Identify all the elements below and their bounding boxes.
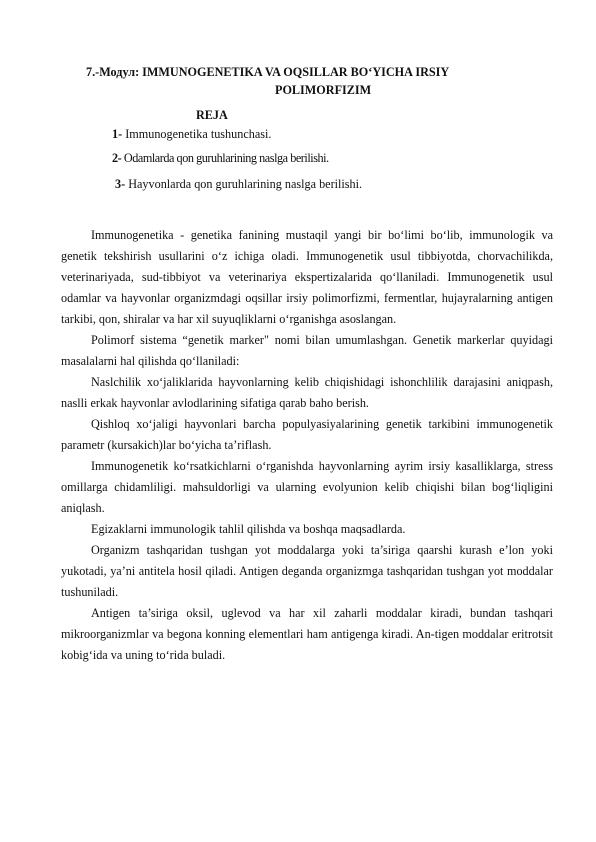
module-title-line-1: 7.-Модул: IMMUNOGENETIKA VA OQSILLAR BO‘YICHA IRSIY [86, 65, 450, 79]
paragraph-genetic-markers: Polimorf sistema “genetik marker" nomi bilan umumlashgan. Genetik markerlar quyidagi masalalarni hal qilishda qo‘llaniladi: [61, 333, 553, 368]
plan-item-number: 1- [112, 127, 123, 141]
paragraph-immunogenetics-definition: Immunogenetika - genetika fanining mustaqil yangi bir bo‘limi bo‘lib, immunologik va genetik tekshirish usullarini o‘z ichiga oladi. Immunogenetik usul tibbiyotda, chorvachilikda, veterinariyada, sud-tibbiyot va veterinariya ekspertizalarida qo‘llaniladi. Immunogenetik usul odamlar va hayvonlar organizmdagi oqsillar irsiy polimorfizmi, fermentlar, hujayralarning antigen tarkibi, qon, shiralar va har xil suyuqliklarni o‘rganishga asoslangan. [61, 228, 553, 326]
plan-item-number: 3- [115, 177, 126, 191]
plan-heading: REJA [196, 108, 228, 122]
paragraph-antibodies: Organizm tashqaridan tushgan yot moddalarga yoki ta’siriga qaarshi kurash e’lon yoki yukotadi, ya’ni antitela hosil qiladi. Antigen deganda organizmga tashqaridan tushgan yot moddalar tushuniladi. [61, 543, 553, 599]
paragraph-twins: Egizaklarni immunologik tahlil qilishda va boshqa maqsadlarda. [91, 522, 406, 536]
paragraph-diseases: Immunogenetik ko‘rsatkichlarni o‘rganishda hayvonlarning ayrim irsiy kasalliklarga, stress omillarga chidamliligi. mahsuldorligi va ularning evolyunion kelib chiqishi bilan bog‘liqligini aniqlash. [61, 459, 553, 515]
paragraph-populations: Qishloq xo‘jaligi hayvonlari barcha populyasiyalarining genetik tarkibini immunogenetik parametr (kursakich)lar bo‘yicha ta’riflash. [61, 417, 553, 452]
plan-item-number: 2- [112, 151, 122, 165]
plan-item-text: Hayvonlarda qon guruhlarining naslga berilishi. [125, 177, 363, 191]
paragraph-antigens: Antigen ta’siriga oksil, uglevod va har xil zaharli moddalar kiradi, bundan tashqari mikroorganizmlar va begona konning elementlari ham antigenga kiradi. An-tigen moddalar eritrotsit kobig‘ida va uning to‘rida buladi. [61, 606, 553, 662]
plan-item-text: Immunogenetika tushunchasi. [122, 127, 272, 141]
module-title-line-2: POLIMORFIZIM [275, 83, 372, 97]
plan-item-3 [115, 176, 362, 192]
plan-item-1 [112, 126, 271, 142]
paragraph-breeding: Naslchilik xo‘jaliklarida hayvonlarning kelib chiqishidagi ishonchlilik darajasini aniqpash, naslli erkak hayvonlar avlodlarining sifatiga qarab baho berish. [61, 375, 553, 410]
plan-item-2 [112, 150, 329, 166]
plan-item-text: Odamlarda qon guruhlarining naslga berilishi. [121, 151, 329, 165]
body-text [61, 225, 553, 666]
